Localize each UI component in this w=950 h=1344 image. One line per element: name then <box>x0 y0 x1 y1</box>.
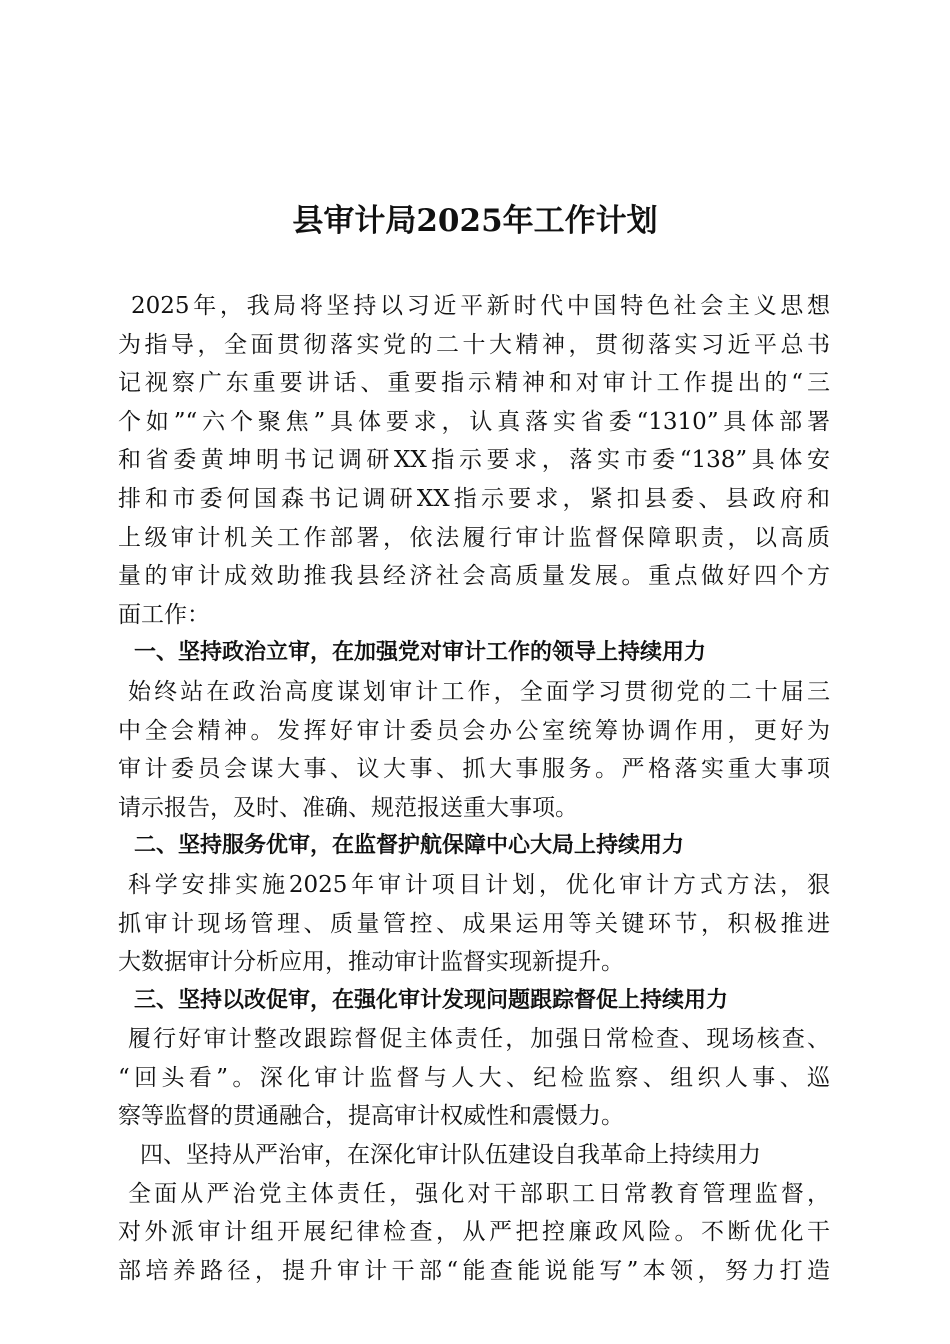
text-line: 始终站在政治高度谋划审计工作，全面学习贯彻党的二十届三 <box>128 678 830 705</box>
text-line: 抓审计现场管理、质量管控、成果运用等关键环节，积极推进 <box>118 910 830 937</box>
section-2 <box>118 827 830 981</box>
text-line: 履行好审计整改跟踪督促主体责任，加强日常检查、现场核查、 <box>128 1026 830 1053</box>
text-line: 排和市委何国森书记调研XX指示要求，紧扣县委、县政府和 <box>118 485 830 512</box>
section-heading: 一、坚持政治立审，在加强党对审计工作的领导上持续用力 <box>134 640 707 666</box>
text-line: 量的审计成效助推我县经济社会高质量发展。重点做好四个方 <box>118 563 830 590</box>
text-line: 全面从严治党主体责任，强化对干部职工日常教育管理监督， <box>128 1180 830 1207</box>
section-3 <box>118 982 830 1136</box>
section-4 <box>118 1136 830 1290</box>
text-line: 记视察广东重要讲话、重要指示精神和对审计工作提出的“三 <box>118 370 830 397</box>
section-heading: 二、坚持服务优审，在监督护航保障中心大局上持续用力 <box>134 833 685 859</box>
text-line: 为指导，全面贯彻落实党的二十大精神，贯彻落实习近平总书 <box>118 331 830 358</box>
text-line: “回头看”。深化审计监督与人大、纪检监察、组织人事、巡 <box>118 1064 830 1091</box>
text-line: 对外派审计组开展纪律检查，从严把控廉政风险。不断优化干 <box>118 1219 830 1246</box>
text-line: 上级审计机关工作部署，依法履行审计监督保障职责，以高质 <box>118 524 830 551</box>
document-title: 县审计局2025年工作计划 <box>292 203 658 239</box>
text-line: 审计委员会谋大事、议大事、抓大事服务。严格落实重大事项 <box>118 756 830 783</box>
text-line: 大数据审计分析应用，推动审计监督实现新提升。 <box>118 949 624 976</box>
text-line: 察等监督的贯通融合，提高审计权威性和震慑力。 <box>118 1103 624 1130</box>
text-line: 面工作： <box>118 601 210 628</box>
intro-paragraph <box>118 287 830 634</box>
section-1 <box>118 634 830 827</box>
section-heading: 四、坚持从严治审，在深化审计队伍建设自我革命上持续用力 <box>140 1142 761 1169</box>
text-line: 中全会精神。发挥好审计委员会办公室统筹协调作用，更好为 <box>118 717 830 744</box>
text-line: 请示报告，及时、准确、规范报送重大事项。 <box>118 794 578 821</box>
text-line: 部培养路径，提升审计干部“能查能说能写”本领，努力打造 <box>118 1257 830 1284</box>
section-heading: 三、坚持以改促审，在强化审计发现问题跟踪督促上持续用力 <box>134 987 729 1013</box>
text-line: 科学安排实施2025年审计项目计划，优化审计方式方法，狠 <box>128 871 830 898</box>
text-line: 个如”“六个聚焦”具体要求，认真落实省委“1310”具体部署 <box>118 408 830 435</box>
text-line: 和省委黄坤明书记调研XX指示要求，落实市委“138”具体安 <box>118 447 830 474</box>
text-line: 2025年，我局将坚持以习近平新时代中国特色社会主义思想 <box>131 293 830 319</box>
document-body <box>118 287 830 1290</box>
